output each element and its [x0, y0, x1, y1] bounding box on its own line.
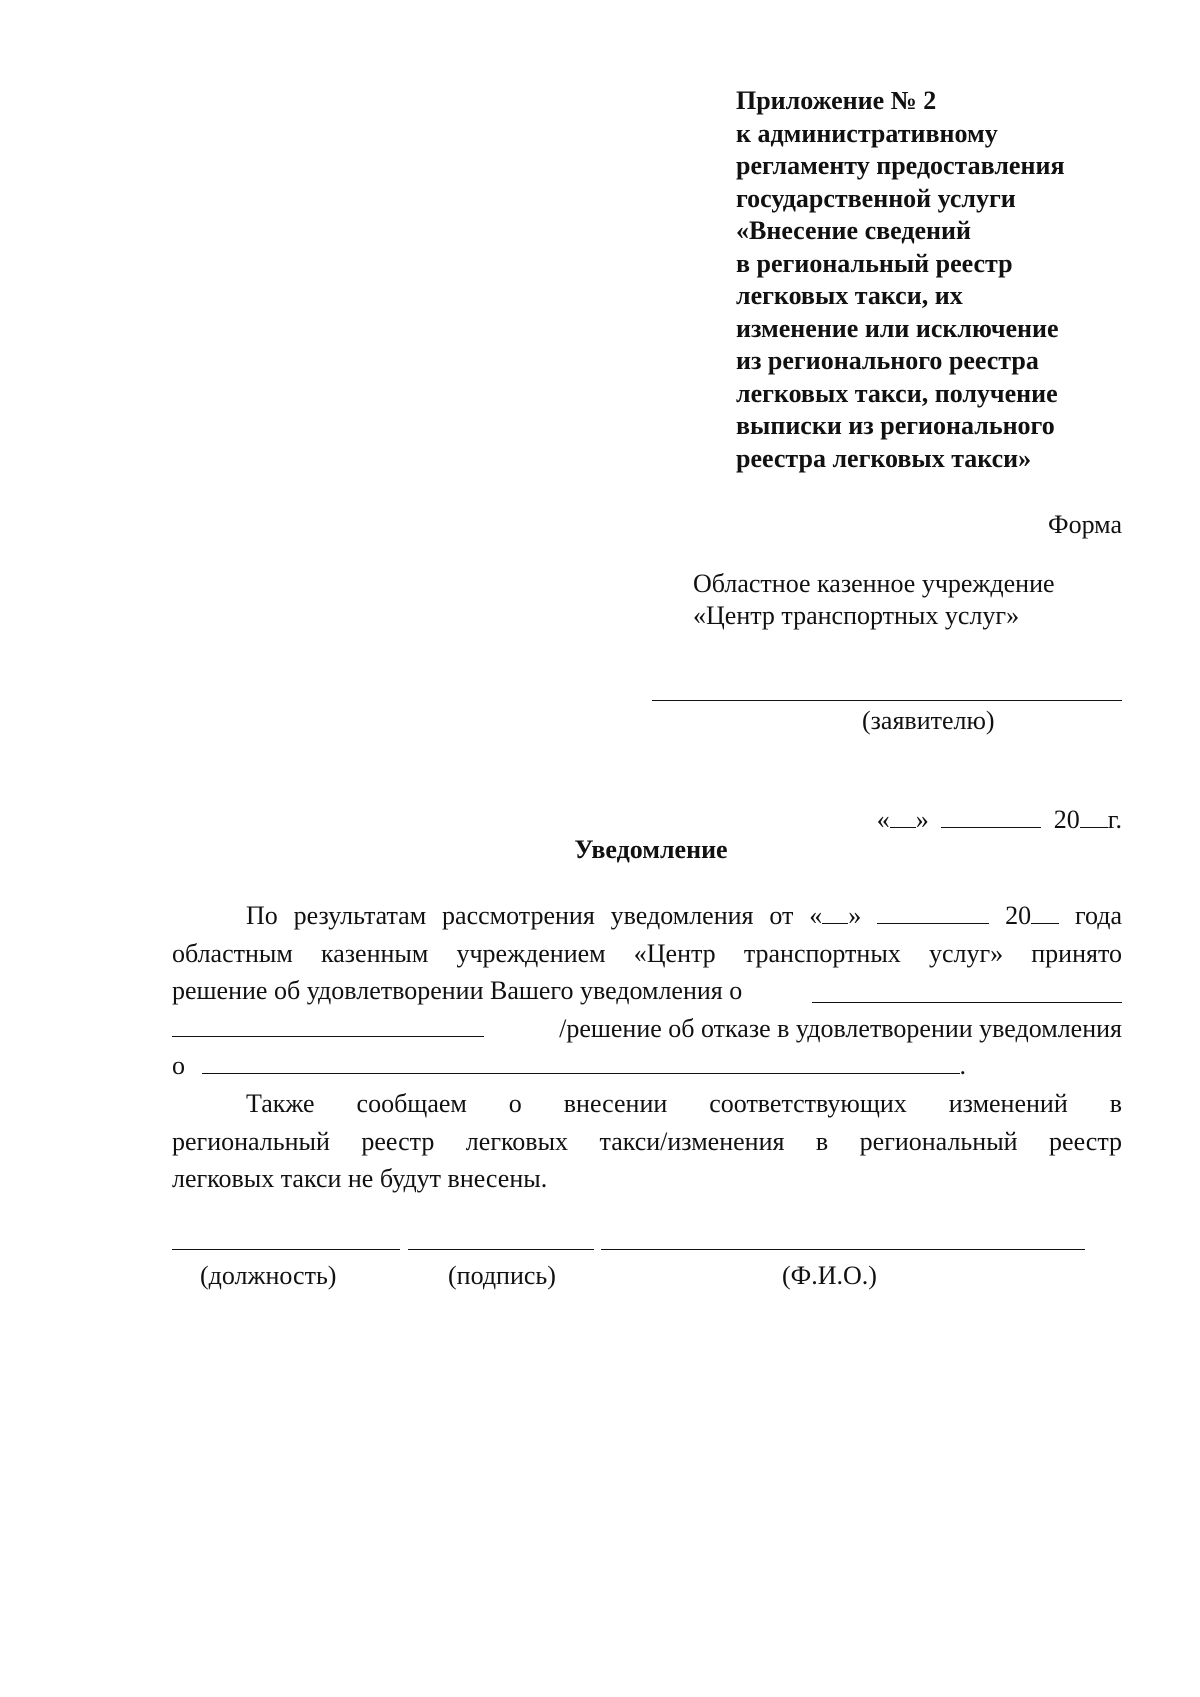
signature-field-line[interactable] — [408, 1249, 594, 1250]
body-line: легковых такси не будут внесены. — [172, 1164, 548, 1193]
body-text: 20 — [1005, 901, 1032, 930]
satisfaction-subject-field-cont[interactable] — [172, 1014, 484, 1037]
appendix-line: «Внесение сведений — [736, 216, 971, 245]
organization-line-2: «Центр транспортных услуг» — [693, 601, 1020, 630]
body-paragraph-1 — [172, 897, 1122, 1085]
appendix-line: регламенту предоставления — [736, 151, 1065, 180]
form-label: Форма — [1048, 510, 1122, 539]
body-text: решение об удовлетворении Вашего уведомления о — [172, 976, 743, 1005]
refusal-subject-field[interactable] — [202, 1051, 960, 1074]
name-field-line[interactable] — [601, 1249, 1085, 1250]
appendix-line: легковых такси, получение — [736, 378, 1058, 408]
position-caption: (должность) — [200, 1261, 337, 1290]
body-line: региональный реестр легковых такси/изменения в региональный реестр — [172, 1126, 1122, 1156]
appendix-line: Приложение № 2 — [736, 86, 937, 115]
date-century: 20 — [1053, 805, 1080, 834]
appendix-line: в региональный реестр — [736, 248, 1013, 278]
applicant-caption: (заявителю) — [862, 706, 995, 735]
organization-block — [693, 568, 1055, 632]
date-close-quote: » — [915, 805, 929, 834]
document-title-wrap — [0, 834, 1200, 866]
satisfaction-subject-field[interactable] — [812, 980, 1122, 1003]
appendix-line: к административному — [736, 118, 998, 148]
appendix-line: государственной услуги — [736, 183, 1016, 213]
name-caption: (Ф.И.О.) — [782, 1261, 877, 1290]
body-text: о — [172, 1051, 185, 1080]
date-year-field[interactable] — [1080, 805, 1108, 828]
appendix-line: легковых такси, их — [736, 281, 963, 310]
notice-year-field[interactable] — [1031, 901, 1059, 924]
notice-day-field[interactable] — [822, 901, 848, 924]
appendix-line: выписки из регионального — [736, 411, 1055, 440]
appendix-line: реестра легковых такси» — [736, 443, 1032, 473]
body-text: . — [959, 1051, 966, 1080]
appendix-header — [736, 85, 1136, 475]
body-line — [172, 1010, 1122, 1048]
date-day-field[interactable] — [890, 805, 916, 828]
signature-caption: (подпись) — [448, 1261, 556, 1290]
applicant-field-line[interactable] — [652, 700, 1122, 701]
body-line: Также сообщаем о внесении соответствующих изменений в — [246, 1089, 1122, 1118]
notice-month-field[interactable] — [877, 901, 989, 924]
appendix-line: изменение или исключение — [736, 313, 1059, 343]
body-line — [172, 897, 1122, 935]
document-title: Уведомление — [574, 835, 728, 864]
organization-line-1: Областное казенное учреждение — [693, 569, 1055, 598]
date-open-quote: « — [876, 805, 890, 834]
appendix-line: из регионального реестра — [736, 346, 1039, 375]
body-line — [172, 1047, 1122, 1085]
date-year-suffix: г. — [1107, 805, 1122, 834]
body-text: /решение об отказе в удовлетворении уведомления — [559, 1013, 1122, 1043]
body-paragraph-2 — [172, 1085, 1122, 1198]
body-text: По результатам рассмотрения уведомления от « — [246, 901, 823, 930]
date-line — [877, 804, 1122, 836]
body-line: областным казенным учреждением «Центр транспортных услуг» принято — [172, 938, 1122, 968]
date-month-field[interactable] — [941, 805, 1041, 828]
body-text: года — [1074, 901, 1123, 930]
body-text: » — [848, 901, 862, 930]
position-field-line[interactable] — [172, 1249, 400, 1250]
body-line — [172, 972, 1122, 1010]
